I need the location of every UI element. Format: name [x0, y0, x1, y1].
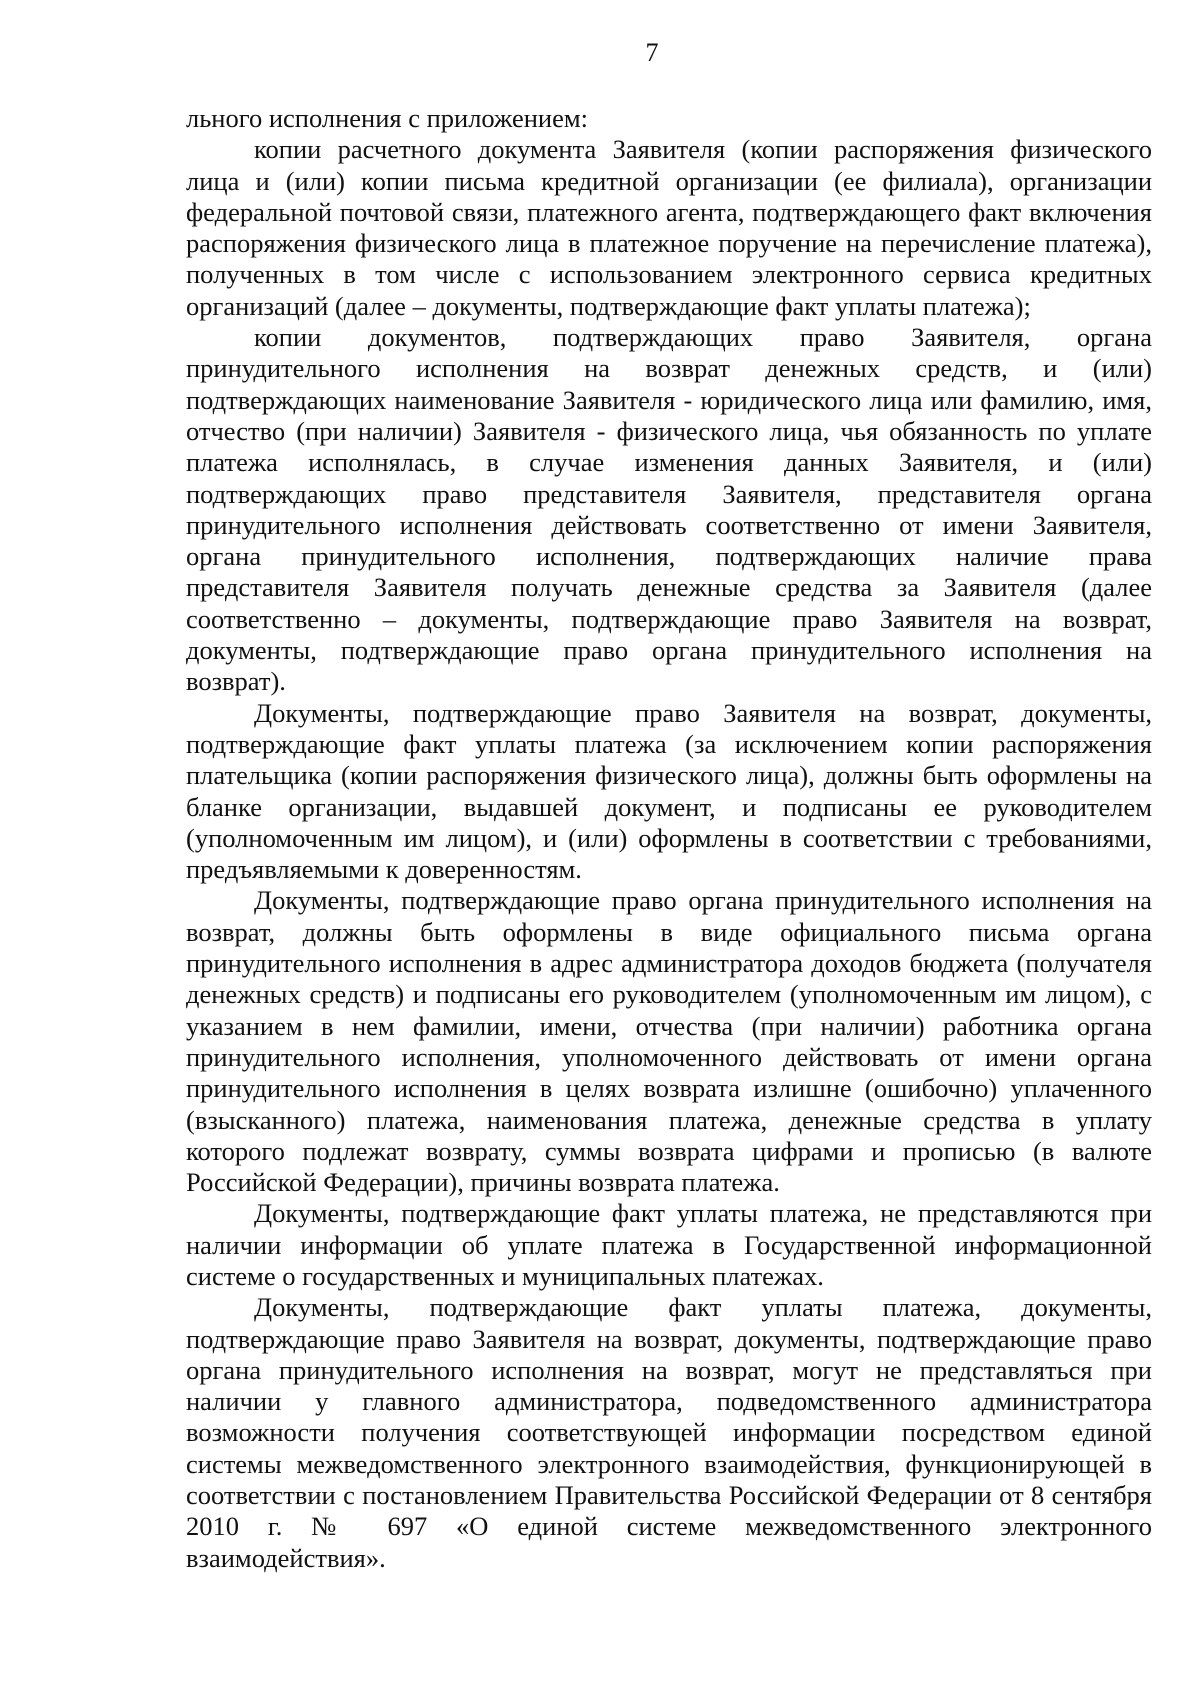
paragraph-rights-copies: копии документов, подтверждающих право Заявителя, органа принудительного исполнения на возврат денежных средств, и (или) подтверждающих наименование Заявителя - юридического лица или фамилию, имя, отчество (при наличии) Заявителя - физического лица, чья обязанность по уплате платежа исполнялась, в случае изменения данных Заявителя, и (или) подтверждающих право представителя Заявителя, представителя органа принудительного исполнения действовать соответственно от имени Заявителя, органа принудительного исполнения, подтверждающих наличие права представителя Заявителя получать денежные средства за Заявителя (далее соответственно – документы, подтверждающие право Заявителя на возврат, документы, подтверждающие право органа принудительного исполнения на возврат).	[186, 322, 1152, 697]
document-body	[186, 103, 1152, 1574]
paragraph-document-requirements: Документы, подтверждающие право Заявителя на возврат, документы, подтверждающие факт уплаты платежа (за исключением копии распоряжения плательщика (копии распоряжения физического лица), должны быть оформлены на бланке организации, выдавшей документ, и подписаны ее руководителем (уполномоченным им лицом), и (или) оформлены в соответствии с требованиями, предъявляемыми к доверенностям.	[186, 697, 1152, 885]
paragraph-enforcement-documents: Документы, подтверждающие право органа принудительного исполнения на возврат, должны быть оформлены в виде официального письма органа принудительного исполнения в адрес администратора доходов бюджета (получателя денежных средств) и подписаны его руководителем (уполномоченным им лицом), с указанием в нем фамилии, имени, отчества (при наличии) работника органа принудительного исполнения, уполномоченного действовать от имени органа принудительного исполнения в целях возврата излишне (ошибочно) уплаченного (взысканного) платежа, наименования платежа, денежные средства в уплату которого подлежат возврату, суммы возврата цифрами и прописью (в валюте Российской Федерации), причины возврата платежа.	[186, 885, 1152, 1198]
paragraph-payment-copies: копии расчетного документа Заявителя (копии распоряжения физического лица и (или) копии письма кредитной организации (ее филиала), организации федеральной почтовой связи, платежного агента, подтверждающего факт включения распоряжения физического лица в платежное поручение на перечисление платежа), полученных в том числе с использованием электронного сервиса кредитных организаций (далее – документы, подтверждающие факт уплаты платежа);	[186, 134, 1152, 321]
page-number: 7	[645, 38, 659, 67]
paragraph-smev-info: Документы, подтверждающие факт уплаты платежа, документы, подтверждающие право Заявителя на возврат, документы, подтверждающие право органа принудительного исполнения на возврат, могут не представляться при наличии у главного администратора, подведомственного администратора возможности получения соответствующей информации посредством единой системы межведомственного электронного взаимодействия, функционирующей в соответствии с постановлением Правительства Российской Федерации от 8 сентября 2010 г. № 697 «О единой системе межведомственного электронного взаимодействия».	[186, 1292, 1152, 1573]
paragraph-gis-info: Документы, подтверждающие факт уплаты платежа, не представляются при наличии информации об уплате платежа в Государственной информационной системе о государственных и муниципальных платежах.	[186, 1198, 1152, 1291]
paragraph-continuation: льного исполнения с приложением:	[186, 103, 588, 133]
